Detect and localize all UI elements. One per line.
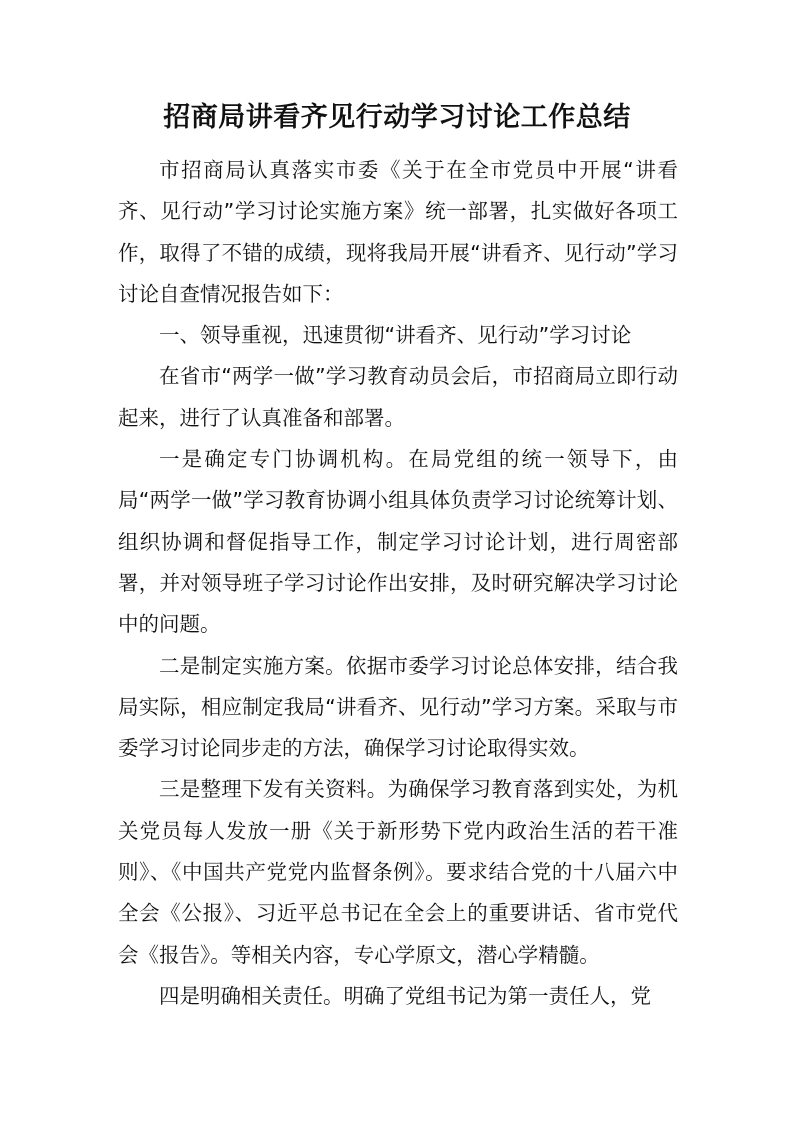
body-paragraph: 二是制定实施方案。依据市委学习讨论总体安排，结合我局实际，相应制定我局“讲看齐、见行动”学习方案。采取与市委学习讨论同步走的方法，确保学习讨论取得实效。 xyxy=(118,653,678,761)
section-heading-1: 一、领导重视，迅速贯彻“讲看齐、见行动”学习讨论 xyxy=(159,323,632,348)
body-paragraph: 四是明确相关责任。明确了党组书记为第一责任人，党 xyxy=(159,983,651,1008)
body-paragraph: 在省市“两学一做”学习教育动员会后，市招商局立即行动起来，进行了认真准备和部署。 xyxy=(118,364,678,430)
document-title: 招商局讲看齐见行动学习讨论工作总结 xyxy=(163,102,631,133)
body-paragraph: 三是整理下发有关资料。为确保学习教育落到实处，为机关党员每人发放一册《关于新形势下党内政治生活的若干准则》、《中国共产党党内监督条例》。要求结合党的十八届六中全会《公报》、习近平总书记在全会上的重要讲话、省市党代会《报告》。等相关内容，专心学原文，潜心学精髓。 xyxy=(118,777,678,967)
intro-paragraph: 市招商局认真落实市委《关于在全市党员中开展“讲看齐、见行动”学习讨论实施方案》统一部署，扎实做好各项工作，取得了不错的成绩，现将我局开展“讲看齐、见行动”学习讨论自查情况报告如下： xyxy=(118,158,678,306)
body-paragraph: 一是确定专门协调机构。在局党组的统一领导下，由局“两学一做”学习教育协调小组具体负责学习讨论统筹计划、组织协调和督促指导工作，制定学习讨论计划，进行周密部署，并对领导班子学习讨论作出安排，及时研究解决学习讨论中的问题。 xyxy=(118,447,678,637)
document-body xyxy=(118,150,678,1017)
